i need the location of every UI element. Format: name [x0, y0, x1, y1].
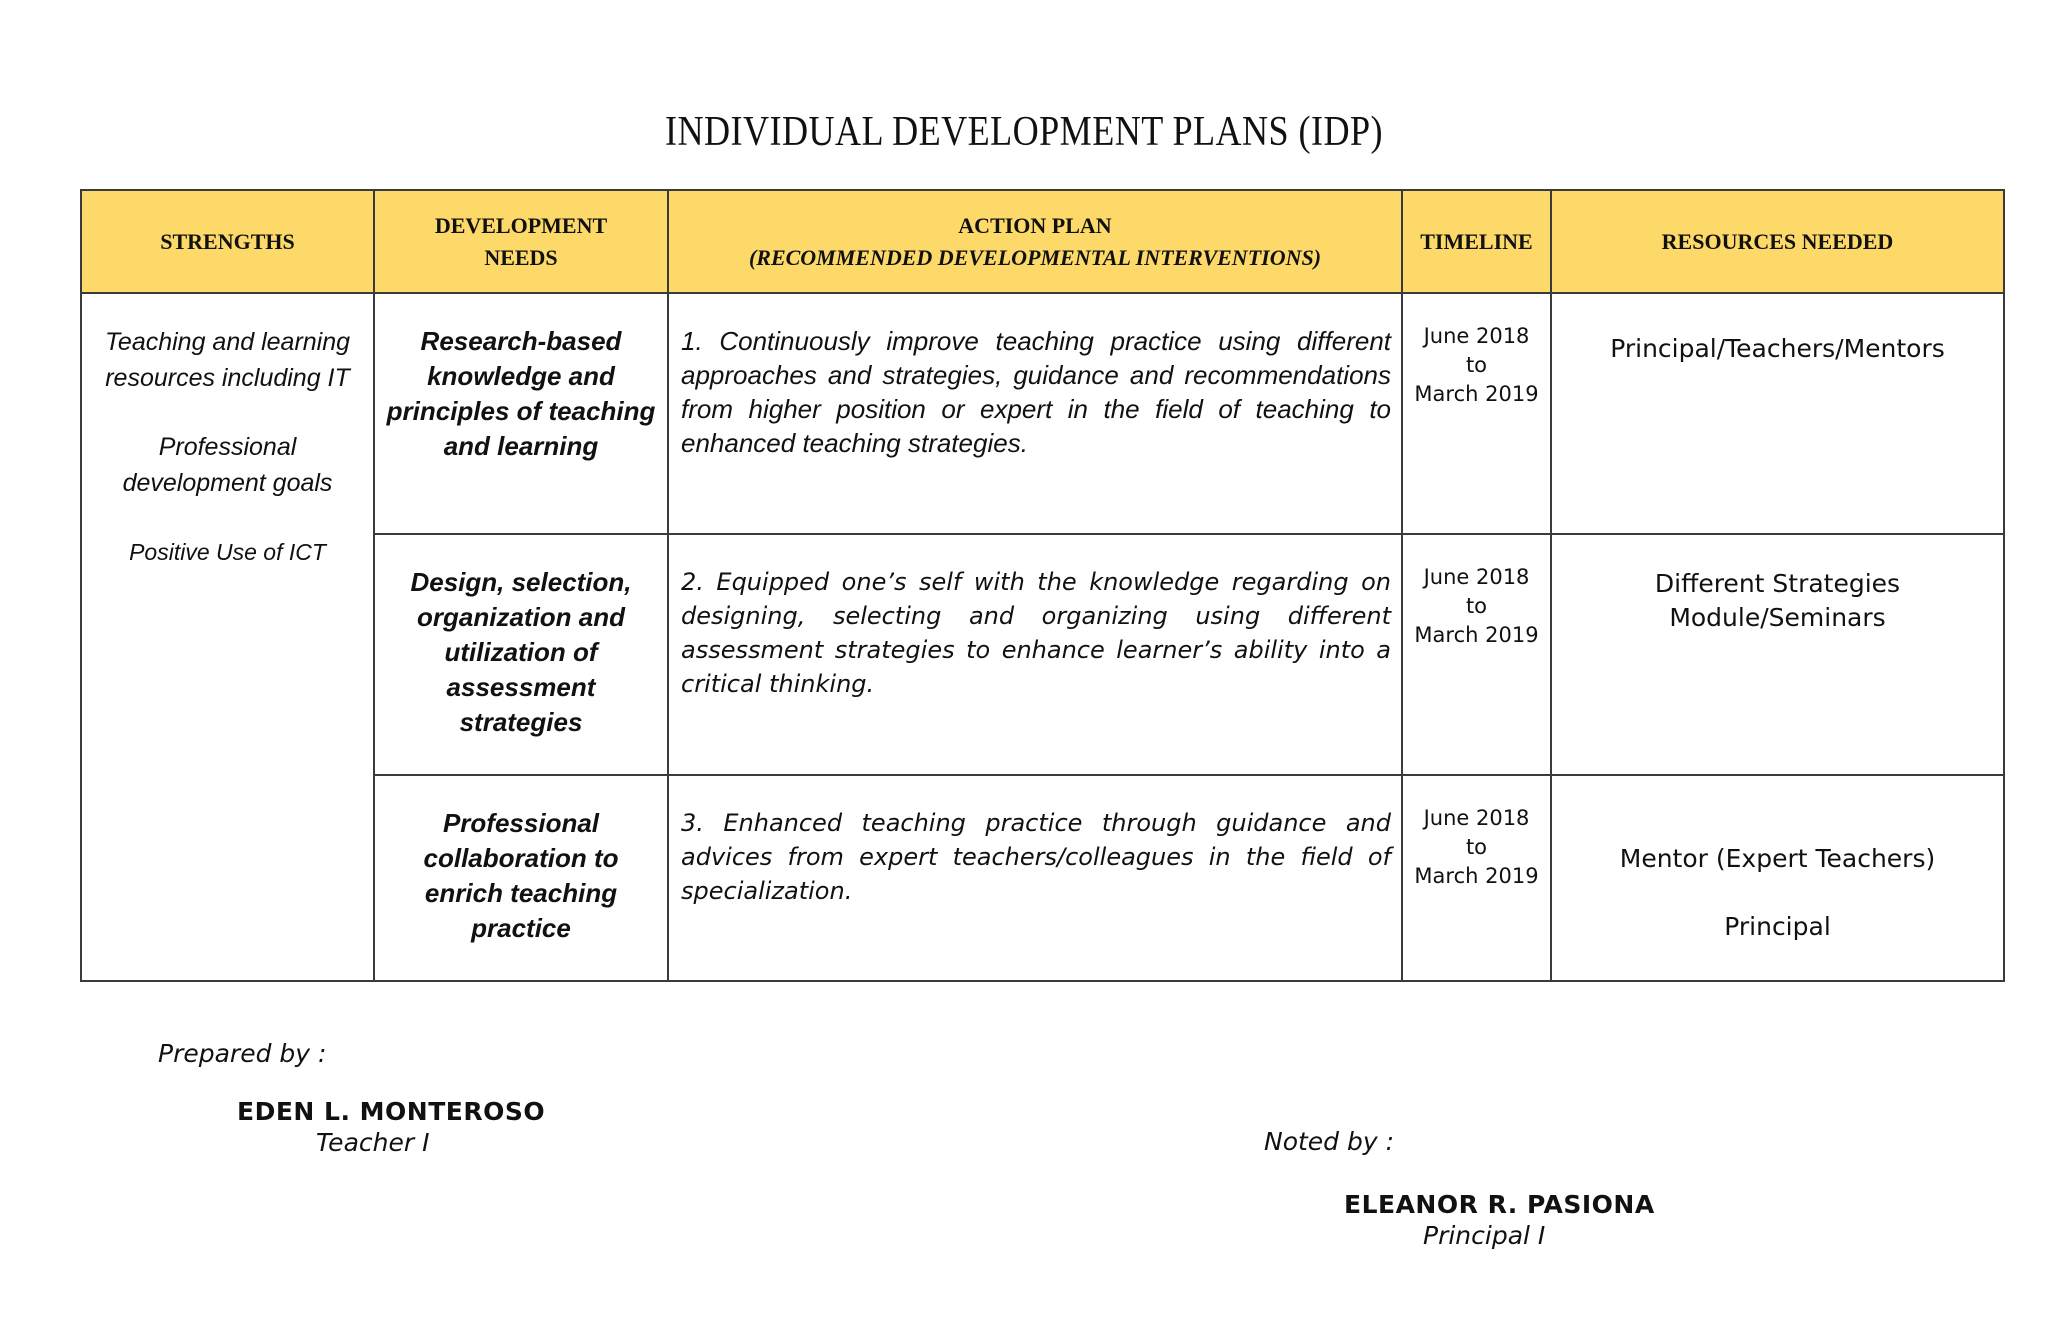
resource-item: Different Strategies [1654, 569, 1901, 598]
prepared-by-label: Prepared by : [158, 1039, 327, 1068]
header-action-line2: (RECOMMENDED DEVELOPMENTAL INTERVENTIONS) [748, 244, 1322, 270]
timeline-end: March 2019 [1414, 864, 1539, 888]
strength-item: Teaching and learning resources including IT [104, 328, 351, 392]
noted-by-label: Noted by : [1264, 1127, 1395, 1156]
preparer-role: Teacher I [316, 1128, 430, 1157]
idp-table [80, 189, 2005, 982]
resource-item: Principal [1724, 912, 1831, 941]
strengths-cell [81, 293, 374, 981]
timeline-start: June 2018 [1423, 565, 1530, 589]
header-resources-needed: RESOURCES NEEDED [1551, 190, 2004, 293]
timeline-cell [1402, 293, 1551, 534]
header-strengths: STRENGTHS [81, 190, 374, 293]
timeline-end: March 2019 [1414, 382, 1539, 406]
table-header-row [81, 190, 2004, 293]
header-action-line1: ACTION PLAN [958, 212, 1112, 238]
preparer-name: EDEN L. MONTEROSO [237, 1097, 546, 1126]
header-needs-line2: NEEDS [484, 244, 558, 270]
header-needs-line1: DEVELOPMENT [434, 212, 608, 238]
page-title: INDIVIDUAL DEVELOPMENT PLANS (IDP) [665, 109, 1383, 155]
resources-cell [1551, 534, 2004, 775]
resource-item: Module/Seminars [1669, 603, 1886, 632]
table-row [81, 293, 2004, 534]
timeline-cell [1402, 775, 1551, 981]
timeline-to: to [1465, 835, 1488, 859]
resources-cell [1551, 293, 2004, 534]
header-development-needs [374, 190, 668, 293]
timeline-start: June 2018 [1423, 806, 1530, 830]
action-plan-cell: 2. Equipped one’s self with the knowledge regarding on designing, selecting and organizing using different assessment strategies to enhance learner’s ability into a critical thinking. [668, 534, 1402, 775]
timeline-end: March 2019 [1414, 623, 1539, 647]
development-need-cell: Research-based knowledge and principles of teaching and learning [374, 293, 668, 534]
resources-cell [1551, 775, 2004, 981]
strength-item: Positive Use of ICT [129, 539, 326, 565]
timeline-to: to [1465, 594, 1488, 618]
strength-item: Professional development goals [122, 433, 333, 497]
noter-name: ELEANOR R. PASIONA [1344, 1190, 1655, 1219]
resource-item: Mentor (Expert Teachers) [1619, 844, 1936, 873]
resource-item: Principal/Teachers/Mentors [1610, 334, 1945, 363]
action-plan-cell: 3. Enhanced teaching practice through guidance and advices from expert teachers/colleagues in the field of specialization. [668, 775, 1402, 981]
header-action-plan [668, 190, 1402, 293]
development-need-cell: Professional collaboration to enrich teaching practice [374, 775, 668, 981]
noter-role: Principal I [1423, 1221, 1546, 1250]
action-plan-cell: 1. Continuously improve teaching practice using different approaches and strategies, guidance and recommendations from higher position or expert in the field of teaching to enhanced teaching strategies. [668, 293, 1402, 534]
timeline-to: to [1465, 353, 1488, 377]
timeline-cell [1402, 534, 1551, 775]
development-need-cell: Design, selection, organization and utilization of assessment strategies [374, 534, 668, 775]
header-timeline: TIMELINE [1402, 190, 1551, 293]
timeline-start: June 2018 [1423, 324, 1530, 348]
